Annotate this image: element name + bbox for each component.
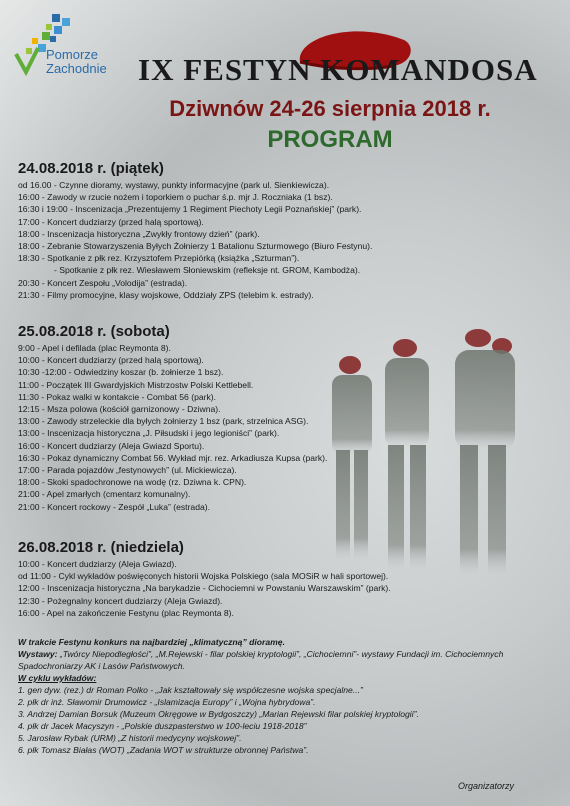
day-saturday: [18, 323, 327, 513]
lecture-item: 2. płk dr inż. Sławomir Drumowicz - „Islamizacja Europy” i „Wojna hybrydowa”.: [18, 697, 316, 707]
event-item: 16:00 - Koncert dudziarzy (Aleja Gwiazd Sportu).: [18, 440, 205, 451]
event-item: od 11:00 - Cykl wykładów poświęconych historii Wojska Polskiego (sala MOSiR w hali sportowej).: [18, 571, 389, 582]
lectures-label: W cyklu wykładów:: [18, 673, 97, 683]
event-item: 18:00 - Zebranie Stowarzyszenia Byłych Żołnierzy 1 Batalionu Szturmowego (Biuro Festynu).: [18, 241, 373, 252]
day-sunday: [18, 539, 391, 619]
event-item: 12:15 - Msza polowa (kościół garnizonowy - Dziwna).: [18, 404, 221, 415]
event-item: 21:30 - Filmy promocyjne, klasy wojskowe, Oddziały ZPS (telebim k. estrady).: [18, 289, 314, 300]
day-title: 25.08.2018 r. (sobota): [18, 323, 170, 340]
event-item: 9:00 - Apel i defilada (plac Reymonta 8).: [18, 343, 171, 353]
event-item: - Spotkanie z płk rez. Wiesławem Słoniewskim (refleksje nt. GROM, Kambodża).: [54, 265, 361, 276]
event-item: 10:00 - Koncert dudziarzy (Aleja Gwiazd).: [18, 559, 177, 569]
event-item: 17:00 - Parada pojazdów „festynowych” (ul. Mickiewicza).: [18, 465, 237, 476]
logo-line2: Zachodnie: [46, 61, 107, 76]
event-item: 11:00 - Początek III Gwardyjskich Mistrzostw Polski Kettlebell.: [18, 379, 254, 390]
event-item: 10:00 - Koncert dudziarzy (przed halą sportową).: [18, 355, 204, 366]
event-item: od 16.00 - Czynne dioramy, wystawy, punkty informacyjne (park ul. Sienkiewicza).: [18, 180, 330, 190]
event-item: 16:00 - Apel na zakończenie Festynu (plac Reymonta 8).: [18, 607, 234, 618]
day-title: 26.08.2018 r. (niedziela): [18, 539, 184, 556]
event-item: 17:00 - Koncert dudziarzy (przed halą sportową).: [18, 216, 204, 227]
event-item: 13:00 - Inscenizacja historyczna „J. Piłsudski i jego legioniści” (park).: [18, 428, 280, 439]
event-item: 18:30 - Spotkanie z płk rez. Krzysztofem Przepiórką (książka „Szturman”).: [18, 253, 300, 264]
exhibitions-label: Wystawy:: [18, 649, 58, 659]
lecture-item: 3. Andrzej Damian Borsuk (Muzeum Okręgowe w Bydgoszczy) „Marian Rejewski filar polskiej kryptologii”.: [18, 709, 419, 719]
contest-note: W trakcie Festynu konkurs na najbardziej „klimatyczną” dioramę.: [18, 637, 285, 647]
event-item: 21:00 - Koncert rockowy - Zespół „Luka” (estrada).: [18, 501, 211, 512]
logo-line1: Pomorze: [46, 47, 99, 62]
lecture-item: 5. Jarosław Rybak (URM) „Z historii medycyny wojskowej”.: [18, 733, 242, 743]
exhibitions-note: [18, 648, 548, 672]
event-item: 18:00 - Inscenizacja historyczna „Zwykły frontowy dzień” (park).: [18, 228, 260, 239]
event-item: 16:30 i 19:00 - Inscenizacja „Prezentujemy 1 Regiment Piechoty Legii Poznańskiej” (park).: [18, 204, 362, 215]
page-title: IX FESTYN KOMANDOSA: [138, 52, 538, 87]
event-item: 11:30 - Pokaz walki w kontakcie - Combat 56 (park).: [18, 391, 217, 402]
event-item: 20:30 - Koncert Zespołu „Volodija” (estrada).: [18, 277, 188, 288]
event-item: 12:30 - Pożegnalny koncert dudziarzy (Aleja Gwiazd).: [18, 595, 223, 606]
event-item: 10:30 -12:00 - Odwiedziny koszar (b. żołnierze 1 bsz).: [18, 367, 224, 378]
day-title: 24.08.2018 r. (piątek): [18, 160, 164, 177]
event-item: 13:00 - Zawody strzeleckie dla byłych żołnierzy 1 bsz (park, strzelnica ASG).: [18, 416, 309, 427]
lecture-item: 4. płk dr Jacek Macyszyn - „Polskie duszpasterstwo w 100-leciu 1918-2018”: [18, 721, 307, 731]
program-heading: PROGRAM: [267, 126, 393, 153]
event-item: 16:30 - Pokaz dynamiczny Combat 56. Wykład mjr. rez. Arkadiusza Kupsa (park).: [18, 452, 328, 463]
event-dates: Dziwnów 24-26 sierpnia 2018 r.: [169, 96, 491, 121]
lecture-item: 1. gen dyw. (rez.) dr Roman Polko - „Jak kształtowały się współczesne wojska specjalne...”: [18, 685, 363, 695]
exhibitions-text: „Twórcy Niepodległości”, „M.Rejewski - filar polskiej kryptologii”, „Cichociemni”- wystawy Fundacji im. Cichociemnych Spadochroniarzy AK i Lasów Państwowych.: [18, 649, 504, 671]
day-friday: [18, 160, 372, 301]
event-item: 18:00 - Skoki spadochronowe na wodę (rz. Dziwna k. CPN).: [18, 477, 247, 488]
lecture-item: 6. płk Tomasz Białas (WOT) „Zadania WOT w strukturze obronnej Państwa”.: [18, 745, 309, 755]
organizers-label: Organizatorzy: [458, 781, 515, 791]
event-item: 12:00 - Inscenizacja historyczna „Na barykadzie - Cichociemni w Powstaniu Warszawskim” (park).: [18, 583, 391, 594]
event-item: 21:00 - Apel zmarłych (cmentarz komunalny).: [18, 489, 191, 500]
event-item: 16:00 - Zawody w rzucie nożem i toporkiem o puchar ś.p. mjr J. Roczniaka (1 bsz).: [18, 192, 333, 203]
notes-section: [18, 636, 548, 756]
